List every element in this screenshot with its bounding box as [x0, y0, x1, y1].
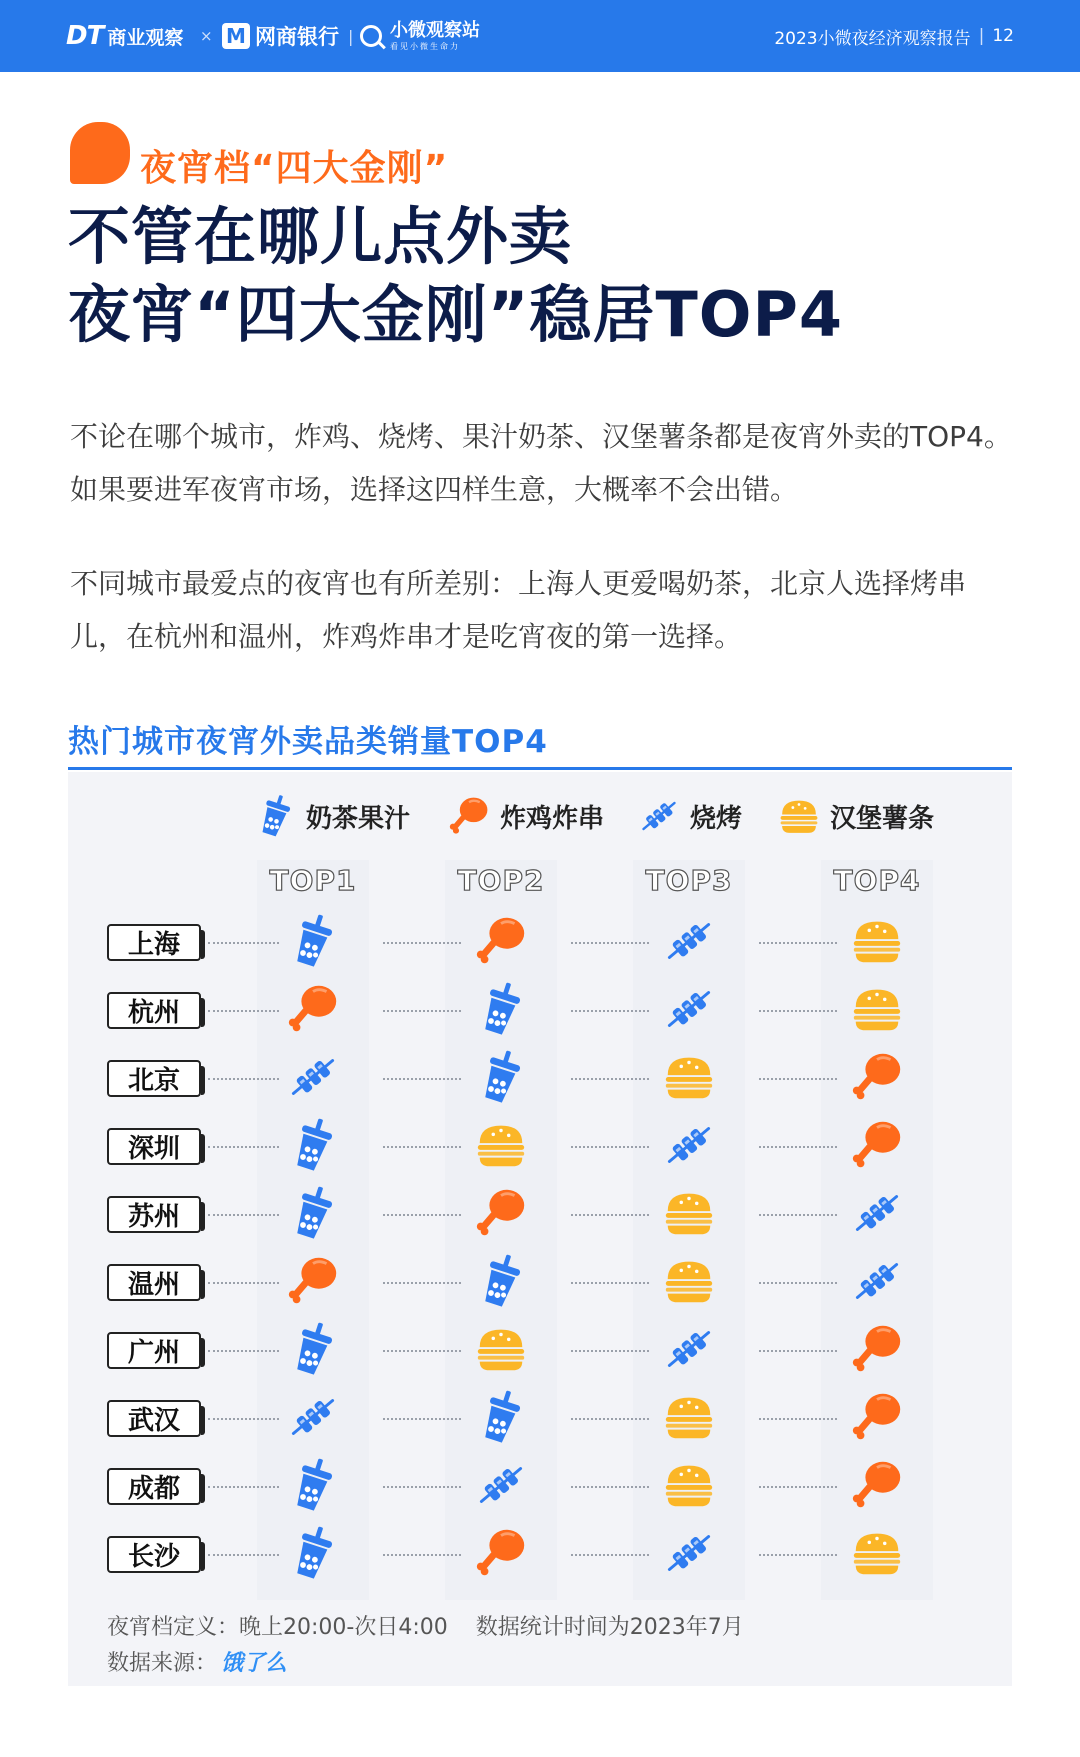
xiaowei-logo	[360, 0, 480, 72]
milk-tea-icon	[472, 1252, 530, 1310]
fried-chicken-icon	[472, 1524, 530, 1582]
row-connector	[383, 1146, 461, 1148]
bbq-skewer-icon	[660, 912, 718, 970]
milk-tea-icon	[284, 1524, 342, 1582]
report-title: 2023小微夜经济观察报告	[774, 28, 971, 49]
city-label-9: 长沙	[107, 1536, 201, 1573]
fried-chicken-icon	[848, 1320, 906, 1378]
bbq-skewer-icon	[472, 1456, 530, 1514]
page-title	[68, 198, 843, 354]
city-label-7: 武汉	[107, 1400, 201, 1437]
fried-chicken-icon	[472, 1184, 530, 1242]
milk-tea-icon	[472, 1048, 530, 1106]
eleme-logo: 饿了么	[221, 1651, 288, 1676]
row-connector	[208, 1418, 279, 1420]
row-connector	[383, 1214, 461, 1216]
fried-chicken-icon	[284, 980, 342, 1038]
milk-tea-icon	[284, 912, 342, 970]
xiaowei-logo-text: 小微观察站	[390, 19, 480, 41]
bbq-skewer-icon	[660, 980, 718, 1038]
burger-icon	[848, 1524, 906, 1582]
fried-chicken-icon	[848, 1048, 906, 1106]
paragraph-1: 不论在哪个城市，炸鸡、烧烤、果汁奶茶、汉堡薯条都是夜宵外卖的TOP4。如果要进军夜宵市场，选择这四样生意，大概率不会出错。	[70, 420, 1012, 506]
burger-icon	[848, 912, 906, 970]
legend-item-burger	[776, 790, 934, 842]
row-connector	[208, 1214, 279, 1216]
row-connector	[383, 1282, 461, 1284]
milk-tea-icon	[284, 1320, 342, 1378]
row-connector	[759, 1010, 837, 1012]
burger-icon	[660, 1048, 718, 1106]
fried-chicken-icon	[848, 1116, 906, 1174]
row-connector	[759, 1554, 837, 1556]
milk-tea-icon	[472, 980, 530, 1038]
row-connector	[208, 1146, 279, 1148]
row-connector	[208, 1010, 279, 1012]
fried-chicken-icon	[284, 1252, 342, 1310]
bbq-skewer-icon	[660, 1320, 718, 1378]
chart-title: 热门城市夜宵外卖品类销量TOP4	[68, 724, 548, 760]
row-connector	[759, 1214, 837, 1216]
milk-tea-icon	[284, 1184, 342, 1242]
page-title-line-1: 不管在哪儿点外卖	[68, 200, 573, 273]
row-connector	[208, 1078, 279, 1080]
mybank-logo	[222, 0, 339, 72]
row-connector	[571, 1554, 649, 1556]
legend-label: 烧烤	[690, 803, 743, 834]
burger-icon	[660, 1388, 718, 1446]
footnote-definition-text: 夜宵档定义：晚上20:00-次日4:00	[107, 1615, 448, 1640]
brand-separator-bar: |	[348, 26, 354, 46]
speech-bubble-icon	[70, 122, 130, 184]
mybank-logo-icon: M	[222, 23, 250, 49]
city-label-1: 杭州	[107, 992, 201, 1029]
bbq-skewer-icon	[848, 1184, 906, 1242]
row-connector	[208, 942, 279, 944]
brand-separator-x: ×	[200, 27, 213, 45]
xiaowei-logo-slogan: 看见小微生命力	[390, 41, 460, 51]
city-label-6: 广州	[107, 1332, 201, 1369]
report-info: 2023小微夜经济观察报告 | 12	[774, 0, 1014, 72]
footnote-source	[107, 1646, 287, 1677]
row-connector	[571, 1350, 649, 1352]
burger-icon	[472, 1116, 530, 1174]
legend-label: 炸鸡炸串	[500, 803, 605, 834]
row-connector	[208, 1350, 279, 1352]
row-connector	[759, 1146, 837, 1148]
row-connector	[571, 1146, 649, 1148]
bbq-skewer-icon	[284, 1388, 342, 1446]
row-connector	[759, 1418, 837, 1420]
section-subtitle: 夜宵档“四大金刚”	[140, 148, 449, 189]
fried-chicken-icon	[446, 793, 500, 839]
city-label-0: 上海	[107, 924, 201, 961]
footnote-source-label: 数据来源：	[107, 1651, 218, 1676]
chart-title-underline	[68, 767, 1012, 770]
row-connector	[571, 1418, 649, 1420]
city-label-5: 温州	[107, 1264, 201, 1301]
row-connector	[571, 1010, 649, 1012]
fried-chicken-icon	[848, 1388, 906, 1446]
row-connector	[383, 1010, 461, 1012]
mybank-logo-text: 网商银行	[255, 25, 339, 49]
page-number: 12	[992, 26, 1014, 46]
row-connector	[383, 1418, 461, 1420]
legend-label: 汉堡薯条	[830, 803, 935, 834]
burger-icon	[660, 1456, 718, 1514]
row-connector	[383, 1350, 461, 1352]
bbq-skewer-icon	[660, 1524, 718, 1582]
city-label-4: 苏州	[107, 1196, 201, 1233]
bbq-skewer-icon	[636, 793, 690, 839]
row-connector	[759, 1486, 837, 1488]
row-connector	[208, 1282, 279, 1284]
row-connector	[571, 942, 649, 944]
bbq-skewer-icon	[848, 1252, 906, 1310]
footnote-definition	[107, 1610, 744, 1641]
milk-tea-icon	[284, 1116, 342, 1174]
milk-tea-icon	[252, 793, 306, 839]
bbq-skewer-icon	[284, 1048, 342, 1106]
legend-item-bbq	[636, 790, 742, 842]
burger-icon	[660, 1252, 718, 1310]
rank-header-2: TOP2	[457, 864, 545, 897]
row-connector	[383, 1078, 461, 1080]
city-label-3: 深圳	[107, 1128, 201, 1165]
row-connector	[571, 1214, 649, 1216]
row-connector	[571, 1486, 649, 1488]
row-connector	[759, 1350, 837, 1352]
page-title-line-2: 夜宵“四大金刚”稳居TOP4	[68, 278, 844, 351]
dt-logo	[66, 0, 183, 72]
row-connector	[759, 1282, 837, 1284]
dt-logo-text: 商业观察	[107, 26, 184, 49]
row-connector	[759, 1078, 837, 1080]
milk-tea-icon	[284, 1456, 342, 1514]
row-connector	[571, 1282, 649, 1284]
milk-tea-icon	[472, 1388, 530, 1446]
row-connector	[571, 1078, 649, 1080]
legend-item-chicken	[446, 790, 604, 842]
city-label-8: 成都	[107, 1468, 201, 1505]
rank-header-4: TOP4	[833, 864, 921, 897]
dt-logo-mark: DT	[66, 21, 104, 51]
row-connector	[208, 1554, 279, 1556]
legend-item-tea	[252, 790, 410, 842]
fried-chicken-icon	[472, 912, 530, 970]
paragraph-2: 不同城市最爱点的夜宵也有所差别：上海人更爱喝奶茶，北京人选择烤串儿，在杭州和温州，炸鸡炸串才是吃宵夜的第一选择。	[70, 567, 967, 653]
magnifier-icon	[360, 25, 382, 47]
city-label-2: 北京	[107, 1060, 201, 1097]
fried-chicken-icon	[848, 1456, 906, 1514]
row-connector	[383, 942, 461, 944]
row-connector	[383, 1486, 461, 1488]
row-connector	[759, 942, 837, 944]
rank-header-1: TOP1	[269, 864, 357, 897]
bbq-skewer-icon	[660, 1116, 718, 1174]
burger-icon	[660, 1184, 718, 1242]
burger-icon	[472, 1320, 530, 1378]
burger-icon	[776, 793, 830, 839]
footnote-period-text: 数据统计时间为2023年7月	[475, 1615, 744, 1640]
row-connector	[383, 1554, 461, 1556]
burger-icon	[848, 980, 906, 1038]
row-connector	[208, 1486, 279, 1488]
rank-header-3: TOP3	[645, 864, 733, 897]
legend-label: 奶茶果汁	[306, 803, 411, 834]
